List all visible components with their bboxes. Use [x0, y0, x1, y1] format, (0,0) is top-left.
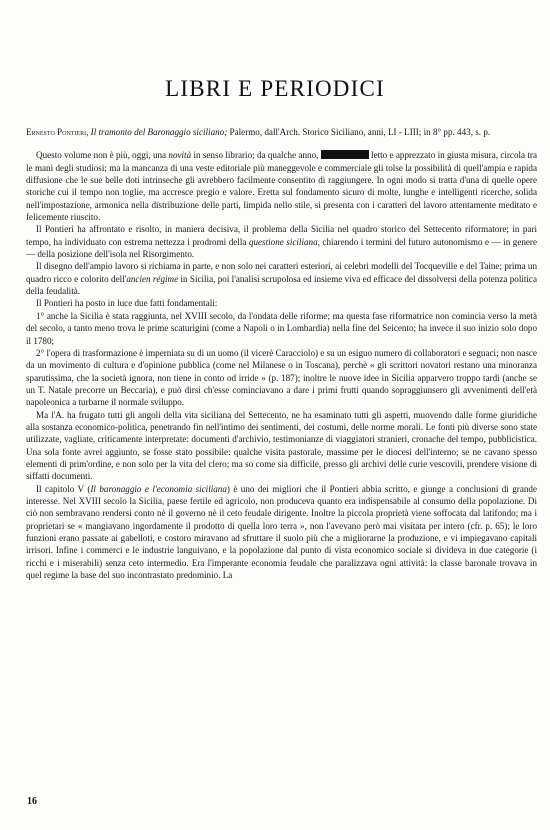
paragraph-emphasis: novità — [168, 150, 192, 161]
paragraph-7 — [26, 409, 537, 483]
paragraph-8 — [26, 483, 537, 582]
paragraph-text: chiarendo i termini del futuro autonomismo e — in genere — della posizione dell'isola nel Risorgimento. — [26, 236, 537, 260]
paragraph-1 — [26, 149, 537, 223]
page-title: LIBRI E PERIODICI — [165, 76, 385, 101]
citation-author: Ernesto Pontieri, — [26, 127, 89, 137]
review-body — [26, 126, 537, 581]
paragraph-text: letto e apprezzato in giusta misura, circola tra le mani degli studiosi; ma la mancanza di una veste editoriale più maneggevole e commerciale gli tolse la possibilità di quell'ampia e rapida diffusione che le sue belle doti intrinseche gli avrebbero facilmente consentito di raggiungere. In ogni modo si tratta d'una di quelle opere storiche cui il tempo non toglie, ma accresce pregio e valore. Eretta sul fondamento sicuro di molte, lunghe e intelligenti ricerche, solida nell'impostazione, armonica nella distribuzione delle parti, limpida nello stile, si presenta con i caratteri del lavoro attentamente meditato e felicemente riuscito. — [26, 150, 537, 223]
paragraph-text: Il disegno dell'ampio lavoro si richiama in parte, e non solo nei caratteri esteriori, ai celebri modelli del Tocqueville e del Taine; prima un quadro ricco e colorito dell' — [26, 261, 537, 284]
paragraph-text: Questo volume non è più, oggi, una — [36, 150, 169, 161]
citation-book-title: Il tramonto del Baronaggio siciliano; — [90, 127, 228, 137]
paragraph-text: 1° anche la Sicilia è stata raggiunta, nel XVIII secolo, da l'ondata delle riforme; ma questa fase riformatrice non comincia verso la metà del secolo, a tanto meno trova le prime scaturigini (come a Napoli o in Lombardia) nella fine del Seicento; ha invece il suo inizio solo dopo il 1780; — [26, 310, 537, 346]
paragraph-text: Il Pontieri ha posto in luce due fatti fondamentali: — [36, 298, 218, 309]
paragraph-3 — [26, 260, 537, 297]
paragraph-text: 2° l'opera di trasformazione è imperniata su di un uomo (il vicerè Caracciolo) e su un esiguo numero di collaboratori e seguaci; non nasce da un movimento di cultura e d'opinione pubblica (come nel Milanese o in Toscana), perchè « gli scrittori novatori restano una minoranza sparutissima, che la società ignora, non tiene in conto od irride » (p. 187); inoltre le nuove idee in Sicilia apparvero troppo tardi (anche se un T. Natale precorre un Beccaria), e può dirsi ch'esse cominciavano a dare i primi frutti quando sopraggiunsero gli avvenimenti dell'età napoleonica a turbarne il normale sviluppo. — [26, 347, 537, 408]
page-number: 16 — [27, 796, 37, 807]
paragraph-emphasis: Il baronaggio e l'economia siciliana — [90, 483, 227, 494]
paragraph-text: ) è uno dei migliori che il Pontieri abbia scritto, e giunge a conclusioni di grande interesse. Nel XVIII secolo la Sicilia, paese fertile ed agricolo, non produceva quanto era indispensabile al consumo della popolazione. Di ciò non sembravano rendersi conto nè il governo nè il ceto feudale dirigente. Inoltre la piccola proprietà viene soffocata dal latifondo; ma i proprietari se « mangiavano ingordamente il prodotto di quella loro terra », non l'avevano però mai visitata per intero (cfr. p. 65); le loro funzioni erano passate ai gabelloti, e costoro miravano ad sfruttare il suolo più che a migliorarne la produzione, e vi impiegavano capitali irrisori. Infine i commerci e le industrie languivano, e la popolazione dal punto di vista economico sociale si divideva in due categorie (i ricchi e i miserabili) senza ceto intermedio. Era l'imperante economia feudale che paralizzava ogni attività: la classe baronale trovava in quel regime la base del suo incontrastato predominio. La — [26, 483, 537, 581]
paragraph-6 — [26, 347, 537, 409]
redaction-mark — [321, 150, 369, 159]
citation-details: Palermo, dall'Arch. Storico Siciliano, anni, LI - LIII; in 8° pp. 443, s. p. — [229, 127, 491, 137]
paragraph-2 — [26, 223, 537, 260]
paragraph-text: Ma l'A. ha frugato tutti gli angoli della vita siciliana del Settecento, ne ha esaminato tutti gli aspetti, muovendo dalle forme giuridiche alla sostanza economico-politica, penetrando fin nell'intimo dei sentimenti, dei costumi, delle norme morali. Le fonti più diverse sono state utilizzate, vagliate, criticamente interpretate: documenti d'archivio, testimonianze di viaggiatori stranieri, cronache del tempo, pubblicistica. Una sola fonte avrei aggiunto, se fosse stato possibile: qualche visita pastorale, massime per le diocesi dell'interno; se ne cavano spesso elementi di prim'ordine, e non solo per la vita del clero; ma so come sia difficile, presso gli archivi delle curie vescovili, prendere visione di siffatti documenti. — [26, 409, 537, 482]
paragraph-text: Il Pontieri ha affrontato e risolto, in maniera decisiva, il problema della Sicilia nel quadro storico del Settecento riformatore; in pari tempo, ha individuato con estrema nettezza i prodromi della — [26, 224, 537, 247]
paragraph-5 — [26, 310, 537, 347]
paragraph-emphasis: questione siciliana, — [248, 236, 320, 247]
book-citation — [26, 126, 537, 138]
paragraph-text: Il capitolo V ( — [36, 483, 91, 494]
paragraph-4 — [26, 297, 537, 309]
paragraph-emphasis: ancien régime — [126, 273, 179, 284]
paragraph-text: in senso librario; da qualche anno, — [191, 150, 319, 161]
paragraph-text: in Sicilia, poi l'analisi scrupolosa ed insieme viva ed efficace del dissolversi della potenza politica della feudalità. — [26, 273, 537, 297]
